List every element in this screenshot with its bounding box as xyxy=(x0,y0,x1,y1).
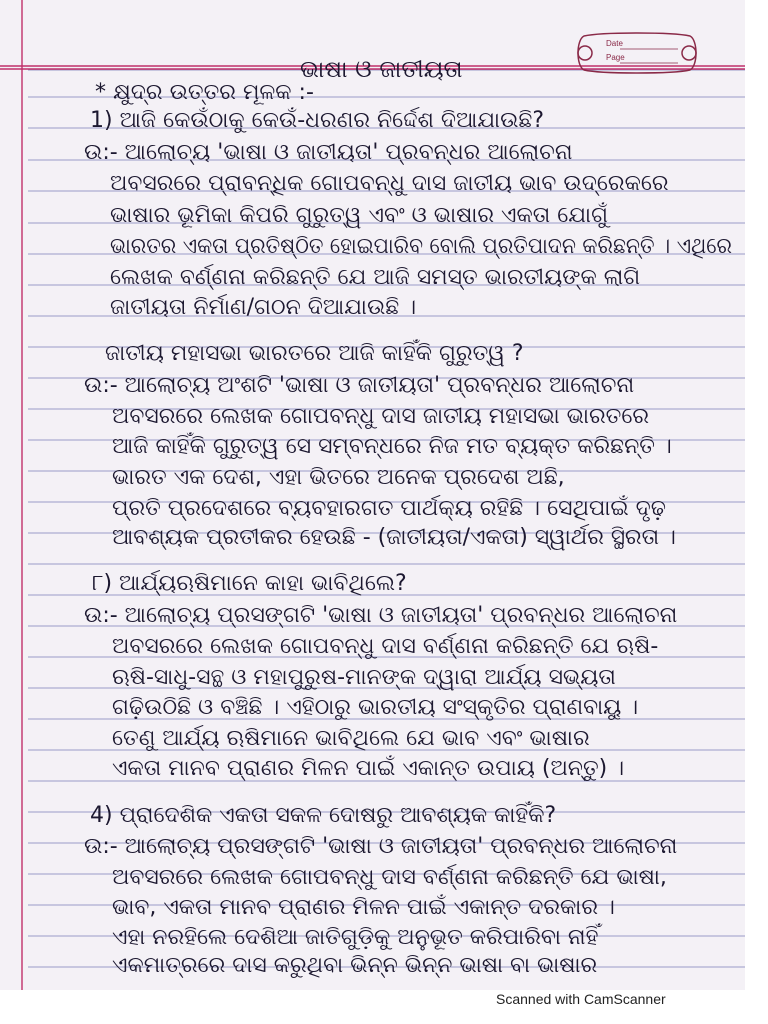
question-3: ୮) ଆର୍ଯ୍ୟଋଷିମାନେ କାହା ଭାବିଥିଲେ? xyxy=(92,571,407,596)
scanner-watermark: Scanned with CamScanner xyxy=(496,991,666,1007)
answer-line: ପ୍ରତି ପ୍ରଦେଶରେ ବ୍ୟବହାରଗତ ପାର୍ଥକ୍ୟ ରହିଛି । ସେଥିପାଇଁ ଦୃଢ଼ xyxy=(112,496,667,521)
answer-line: ଅବସରରେ ପ୍ରାବନ୍ଧିକ ଗୋପବନ୍ଧୁ ଦାସ ଜାତୀୟ ଭାବ ଉଦ୍ରେକରେ xyxy=(110,171,669,196)
answer-line: ଅବସରରେ ଲେଖକ ଗୋପବନ୍ଧୁ ଦାସ ଜାତୀୟ ମହାସଭା ଭାରତରେ xyxy=(112,404,650,429)
date-page-box xyxy=(572,28,702,78)
answer-line: ଜାତୀୟତା ନିର୍ମାଣ/ଗଠନ ଦିଆଯାଉଛି । xyxy=(110,295,417,320)
date-label: Date xyxy=(606,39,623,48)
answer-line: ଅବସରରେ ଲେଖକ ଗୋପବନ୍ଧୁ ଦାସ ବର୍ଣ୍ଣନା କରିଛନ୍ତି ଯେ ଋଷି- xyxy=(112,634,659,659)
question-4: 4) ପ୍ରାଦେଶିକ ଏକତା ସକଳ ଦୋଷରୁ ଆବଶ୍ୟକ କାହିଁକି? xyxy=(90,803,557,828)
answer-line: ଉ:- ଆଲୋଚ୍ୟ ପ୍ରସଙ୍ଗଟି 'ଭାଷା ଓ ଜାତୀୟତା' ପ୍ରବନ୍ଧର ଆଲୋଚନା xyxy=(84,834,678,859)
answer-line: ଏକତା ମାନବ ପ୍ରାଣର ମିଳନ ପାଇଁ ଏକାନ୍ତ ଉପାୟ (ଅନ୍ତୁ) । xyxy=(112,756,625,781)
date-page-frame xyxy=(572,28,702,78)
notes-title: ଭାଷା ଓ ଜାତୀୟତା xyxy=(300,55,463,83)
answer-line: ଋଷି-ସାଧୁ-ସନ୍ଥ ଓ ମହାପୁରୁଷ-ମାନଙ୍କ ଦ୍ୱାରା ଆର୍ଯ୍ୟ ସଭ୍ୟତା xyxy=(112,665,616,690)
answer-line: ଭାଷାର ଭୂମିକା କିପରି ଗୁରୁତ୍ୱ ଏବଂ ଓ ଭାଷାର ଏକତା ଯୋଗୁଁ xyxy=(110,203,608,228)
answer-line: ଉ:- ଆଲୋଚ୍ୟ 'ଭାଷା ଓ ଜାତୀୟତା' ପ୍ରବନ୍ଧର ଆଲୋଚନା xyxy=(84,140,573,165)
answer-line: ଭାରତ ଏକ ଦେଶ, ଏହା ଭିତରେ ଅନେକ ପ୍ରଦେଶ ଅଛି, xyxy=(112,465,565,490)
answer-line: ଉ:- ଆଲୋଚ୍ୟ ପ୍ରସଙ୍ଗଟି 'ଭାଷା ଓ ଜାତୀୟତା' ପ୍ରବନ୍ଧର ଆଲୋଚନା xyxy=(84,603,678,628)
answer-line: ଏହା ନରହିଲେ ଦେଶିଆ ଜାତିଗୁଡ଼ିକୁ ଅନୁଭୂତ କରିପାରିବା ନାହିଁ xyxy=(112,925,599,950)
page-label: Page xyxy=(606,53,625,62)
answer-line: ଉ:- ଆଲୋଚ୍ୟ ଅଂଶଟି 'ଭାଷା ଓ ଜାତୀୟତା' ପ୍ରବନ୍ଧର ଆଲୋଚନା xyxy=(84,373,635,398)
answer-line: ଆବଶ୍ୟକ ପ୍ରତୀକର ହେଉଛି - (ଜାତୀୟତା/ଏକତା) ସ୍ୱାର୍ଥର ସ୍ଥିରତା । xyxy=(112,525,676,550)
answer-line: ତେଣୁ ଆର୍ଯ୍ୟ ଋଷିମାନେ ଭାବିଥିଲେ ଯେ ଭାବ ଏବଂ ଭାଷାର xyxy=(112,726,590,751)
answer-line: ଗଢ଼ିଉଠିଛି ଓ ବଞ୍ଚିଛି । ଏହିଠାରୁ ଭାରତୀୟ ସଂସ୍କୃତିର ପ୍ରାଣବାୟୁ । xyxy=(112,695,639,720)
answer-line: ଆଜି କାହିଁକି ଗୁରୁତ୍ୱ ସେ ସମ୍ବନ୍ଧରେ ନିଜ ମତ ବ୍ୟକ୍ତ କରିଛନ୍ତି । xyxy=(112,434,672,459)
answer-line: ଅବସରରେ ଲେଖକ ଗୋପବନ୍ଧୁ ଦାସ ବର୍ଣ୍ଣନା କରିଛନ୍ତି ଯେ ଭାଷା, xyxy=(112,865,667,890)
answer-line: ଏକମାତ୍ରରେ ଦାସ କରୁଥିବା ଭିନ୍ନ ଭିନ୍ନ ଭାଷା ବା ଭାଷାର xyxy=(112,953,598,978)
answer-line: ଲେଖକ ବର୍ଣ୍ଣନା କରିଛନ୍ତି ଯେ ଆଜି ସମସ୍ତ ଭାରତୀୟଙ୍କ ଲାଗି xyxy=(110,265,641,290)
question-1: 1) ଆଜି କେଉଁଠାକୁ କେଉଁ-ଧରଣର ନିର୍ଦ୍ଦେଶ ଦିଆଯାଉଛି? xyxy=(90,108,545,133)
answer-line: ଭାରତର ଏକତା ପ୍ରତିଷ୍ଠିତ ହୋଇପାରିବ ବୋଲି ପ୍ରତିପାଦନ କରିଛନ୍ତି । ଏଥିରେ xyxy=(110,234,733,259)
question-2: ଜାତୀୟ ମହାସଭା ଭାରତରେ ଆଜି କାହିଁକି ଗୁରୁତ୍ୱ ? xyxy=(105,341,524,366)
section-heading: * କ୍ଷୁଦ୍ର ଉତ୍ତର ମୂଳକ :- xyxy=(95,80,314,105)
answer-line: ଭାବ, ଏକତା ମାନବ ପ୍ରାଣର ମିଳନ ପାଇଁ ଏକାନ୍ତ ଦରକାର । xyxy=(112,895,615,920)
